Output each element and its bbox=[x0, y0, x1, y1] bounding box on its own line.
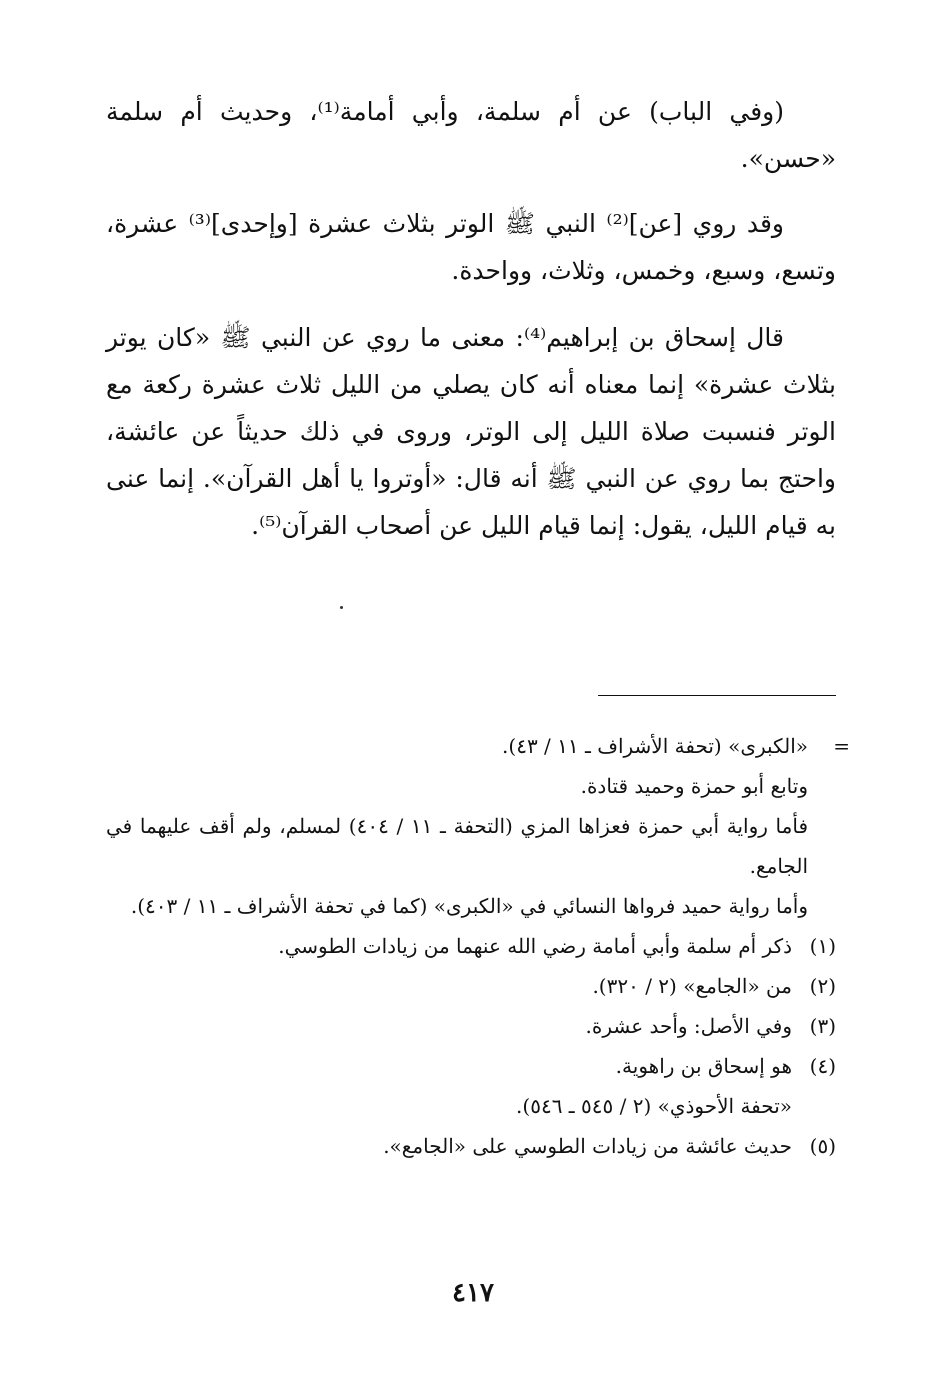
page-number: ٤١٧ bbox=[452, 1278, 494, 1308]
footnote-text: من «الجامع» (٢ / ٣٢٠). bbox=[592, 974, 792, 998]
footnote-4-continuation bbox=[106, 1086, 836, 1126]
paragraph-2: وقد روي [عن]⁽²⁾ النبي ﷺ الوتر بثلاث عشرة [وإحدى]⁽³⁾ عشرة، وتسع، وسبع، وخمس، وثلاث، وواحدة. bbox=[106, 209, 836, 285]
footnote-text: وفي الأصل: وأحد عشرة. bbox=[585, 1014, 792, 1038]
footnote-separator bbox=[598, 695, 836, 696]
footnote-number: (٥) bbox=[809, 1134, 836, 1158]
paragraph-3: قال إسحاق بن إبراهيم⁽⁴⁾: معنى ما روي عن النبي ﷺ «كان يوتر بثلاث عشرة» إنما معناه أنه كان يصلي من الليل ثلاث عشرة ركعة مع الوتر فنسبت صلاة الليل إلى الوتر، وروى في ذلك حديثاً عن عائشة، واحتج بما روي عن النبي ﷺ أنه قال: «أوتروا يا أهل القرآن». إنما عنى به قيام الليل، يقول: إنما قيام الليل عن أصحاب القرآن⁽⁵⁾. bbox=[106, 323, 836, 540]
footnote-continuation-line-4: وأما رواية حميد فرواها النسائي في «الكبرى» (كما في تحفة الأشراف ـ ١١ / ٤٠٣). bbox=[130, 894, 808, 918]
footnote-3 bbox=[106, 1006, 836, 1046]
footnote-4 bbox=[106, 1046, 836, 1086]
footnote-text: حديث عائشة من زيادات الطوسي على «الجامع». bbox=[383, 1134, 792, 1158]
footnote-1 bbox=[106, 926, 836, 966]
footnote-continuation-line-2: وتابع أبو حمزة وحميد قتادة. bbox=[580, 774, 808, 798]
footnote-continuation-line-3: فأما رواية أبي حمزة فعزاها المزي (التحفة ـ ١١ / ٤٠٤) لمسلم، ولم أقف عليهما في الجامع. bbox=[106, 814, 809, 878]
paragraph-1: (وفي الباب) عن أم سلمة، وأبي أمامة⁽¹⁾، وحديث أم سلمة «حسن». bbox=[106, 97, 836, 173]
footnote-text: هو إسحاق بن راهوية. bbox=[615, 1054, 792, 1078]
footnotes-section bbox=[106, 726, 850, 1166]
footnote-number: (٤) bbox=[809, 1054, 836, 1078]
footnote-number: (١) bbox=[809, 934, 836, 958]
footnote-number: (٣) bbox=[809, 1014, 836, 1038]
stray-dot bbox=[340, 606, 343, 609]
footnote-number: (٢) bbox=[809, 974, 836, 998]
continuation-marker: = bbox=[833, 734, 850, 758]
footnote-2 bbox=[106, 966, 836, 1006]
main-text-body bbox=[106, 88, 836, 569]
footnote-continuation-line-1: «الكبرى» (تحفة الأشراف ـ ١١ / ٤٣). bbox=[502, 734, 808, 758]
footnote-text: «تحفة الأحوذي» (٢ / ٥٤٥ ـ ٥٤٦). bbox=[516, 1094, 792, 1118]
footnote-number bbox=[792, 1086, 836, 1126]
footnote-5 bbox=[106, 1126, 836, 1166]
footnote-text: ذكر أم سلمة وأبي أمامة رضي الله عنهما من زيادات الطوسي. bbox=[278, 934, 792, 958]
